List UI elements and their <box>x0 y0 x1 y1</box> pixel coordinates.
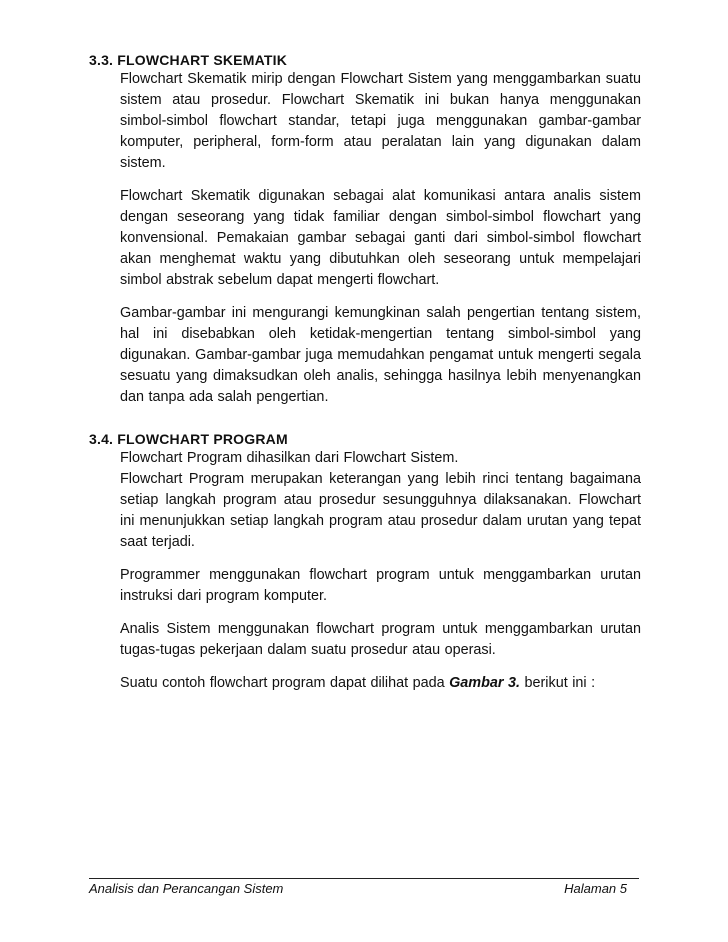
footer-title: Analisis dan Perancangan Sistem <box>89 881 284 896</box>
paragraph: Flowchart Program merupakan keterangan yang lebih rinci tentang bagaimana setiap langkah program atau prosedur sesungguhnya dilaksanakan. Flowchart ini menunjukkan setiap langkah program atau prosedur dalam urutan yang tepat saat terjadi. <box>120 471 641 550</box>
page-footer <box>89 878 639 898</box>
paragraph-text: Suatu contoh flowchart program dapat dilihat pada <box>120 675 450 691</box>
paragraph: Programmer menggunakan flowchart program untuk menggambarkan urutan instruksi dari program komputer. <box>120 567 641 604</box>
paragraph <box>120 673 641 694</box>
section-heading: 3.3. FLOWCHART SKEMATIK <box>89 52 288 68</box>
paragraph: Flowchart Skematik mirip dengan Flowchart Sistem yang menggambarkan suatu sistem atau prosedur. Flowchart Skematik ini bukan hanya menggunakan simbol-simbol flowchart standar, tetapi juga menggunakan gambar-gambar komputer, peripheral, form-form atau peralatan lain yang digunakan dalam sistem. <box>120 71 641 171</box>
section-flowchart-skematik <box>89 51 641 408</box>
paragraph: Gambar-gambar ini mengurangi kemungkinan salah pengertian tentang sistem, hal ini disebabkan oleh ketidak-mengertian tentang simbol-simbol yang digunakan. Gambar-gambar juga memudahkan pengamat untuk mengerti segala sesuatu yang dimaksudkan oleh analis, sehingga hasilnya lebih menyenangkan dan tanpa ada salah pengertian. <box>120 305 641 405</box>
section-heading: 3.4. FLOWCHART PROGRAM <box>89 431 288 447</box>
paragraph: Flowchart Program dihasilkan dari Flowchart Sistem. <box>120 450 459 466</box>
paragraph-text: berikut ini : <box>520 675 596 691</box>
figure-reference: Gambar 3. <box>449 675 520 691</box>
page-number: Halaman 5 <box>564 881 627 896</box>
paragraph: Flowchart Skematik digunakan sebagai alat komunikasi antara analis sistem dengan seseorang yang tidak familiar dengan simbol-simbol flowchart yang konvensional. Pemakaian gambar sebagai ganti dari simbol-simbol flowchart akan menghemat waktu yang dibutuhkan oleh seseorang untuk mempelajari simbol abstrak sebelum dapat mengerti flowchart. <box>120 188 641 288</box>
section-flowchart-program <box>89 430 641 694</box>
paragraph: Analis Sistem menggunakan flowchart program untuk menggambarkan urutan tugas-tugas pekerjaan dalam suatu prosedur atau operasi. <box>120 621 641 658</box>
